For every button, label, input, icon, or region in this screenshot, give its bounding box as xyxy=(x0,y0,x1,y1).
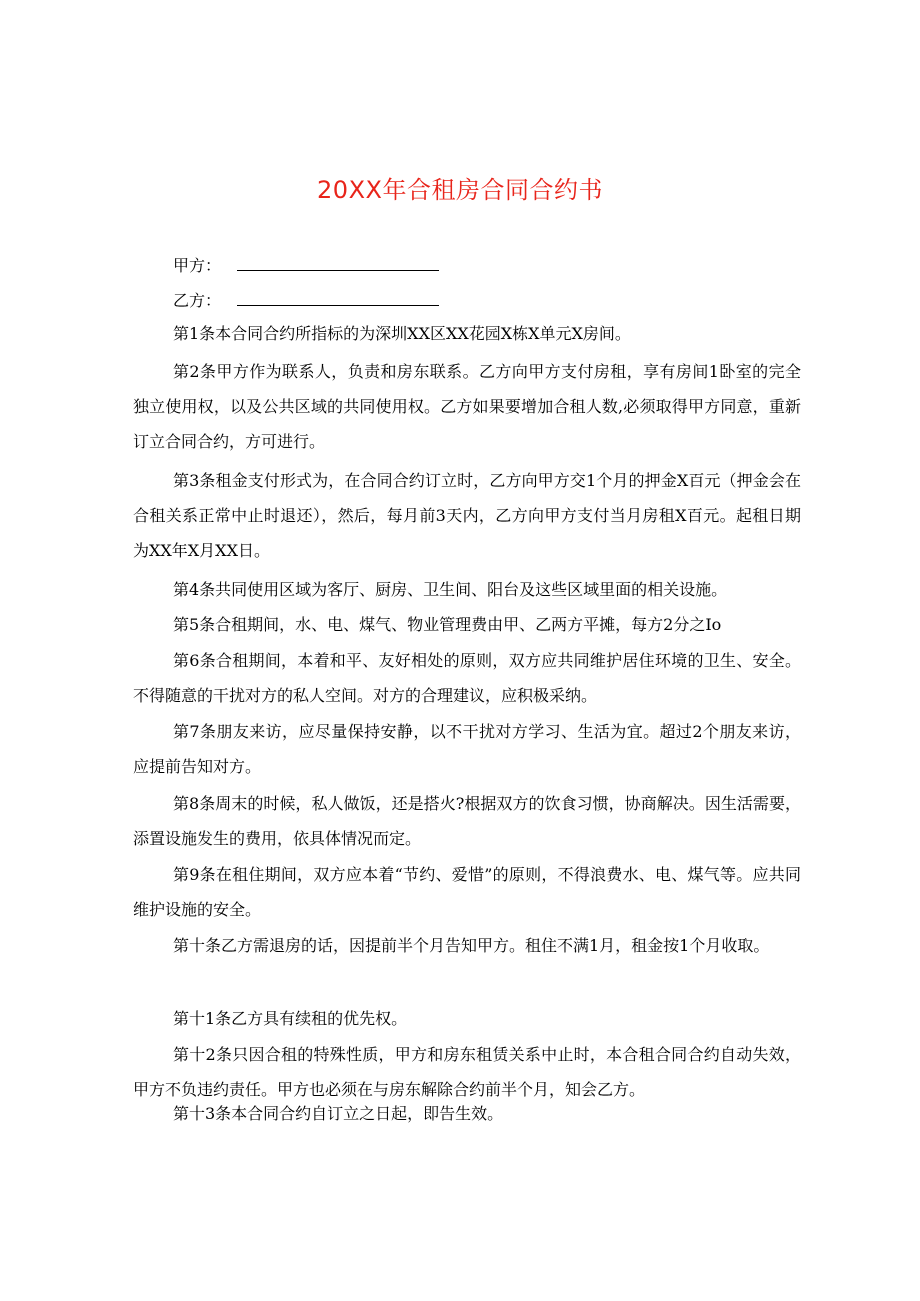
clause-8: 第8条周末的时候，私人做饭，还是搭火?根据双方的饮食习惯，协商解决。因生活需要，添置设施发生的费用，依具体情况而定。 xyxy=(133,794,801,848)
party-b-blank xyxy=(237,289,439,306)
clause-9: 第9条在租住期间，双方应本着“节约、爱惜”的原则，不得浪费水、电、煤气等。应共同维护设施的安全。 xyxy=(133,865,801,919)
party-a-line xyxy=(173,254,439,278)
party-a-blank xyxy=(237,254,439,271)
party-b-label: 乙方： xyxy=(173,291,222,310)
clause-5: 第5条合租期间，水、电、煤气、物业管理费由甲、乙两方平摊，每方2分之Io xyxy=(173,615,722,634)
party-b-line xyxy=(173,289,439,313)
clause-2: 第2条甲方作为联系人，负责和房东联系。乙方向甲方支付房租，享有房间1卧室的完全独立使用权，以及公共区域的共同使用权。乙方如果要增加合租人数,必须取得甲方同意，重新订立合同合约，方可进行。 xyxy=(133,362,801,451)
clause-4: 第4条共同使用区域为客厅、厨房、卫生间、阳台及这些区域里面的相关设施。 xyxy=(173,580,728,599)
party-a-label: 甲方： xyxy=(173,256,222,275)
clause-3: 第3条租金支付形式为，在合同合约订立时，乙方向甲方交1个月的押金X百元（押金会在合租关系正常中止时退还），然后，每月前3天内，乙方向甲方支付当月房租X百元。起租日期为XX年X月XX日。 xyxy=(133,471,801,560)
document-title: 20XX年合租房合同合约书 xyxy=(317,176,603,204)
clause-7: 第7条朋友来访，应尽量保持安静，以不干扰对方学习、生活为宜。超过2个朋友来访，应提前告知对方。 xyxy=(133,722,801,776)
clause-11: 第十1条乙方具有续租的优先权。 xyxy=(173,1009,408,1028)
clause-10: 第十条乙方需退房的话，因提前半个月告知甲方。租住不满1月，租金按1个月收取。 xyxy=(173,936,770,955)
clause-12: 第十2条只因合租的特殊性质，甲方和房东租赁关系中止时，本合租合同合约自动失效，甲方不负违约责任。甲方也必须在与房东解除合约前半个月，知会乙方。 xyxy=(133,1045,801,1099)
clause-1: 第1条本合同合约所指标的为深圳XX区XX花园X栋X单元X房间。 xyxy=(173,324,631,343)
clause-6: 第6条合租期间，本着和平、友好相处的原则，双方应共同维护居住环境的卫生、安全。不得随意的干扰对方的私人空间。对方的合理建议，应积极采纳。 xyxy=(133,651,801,705)
clause-13: 第十3条本合同合约自订立之日起，即告生效。 xyxy=(173,1104,504,1123)
